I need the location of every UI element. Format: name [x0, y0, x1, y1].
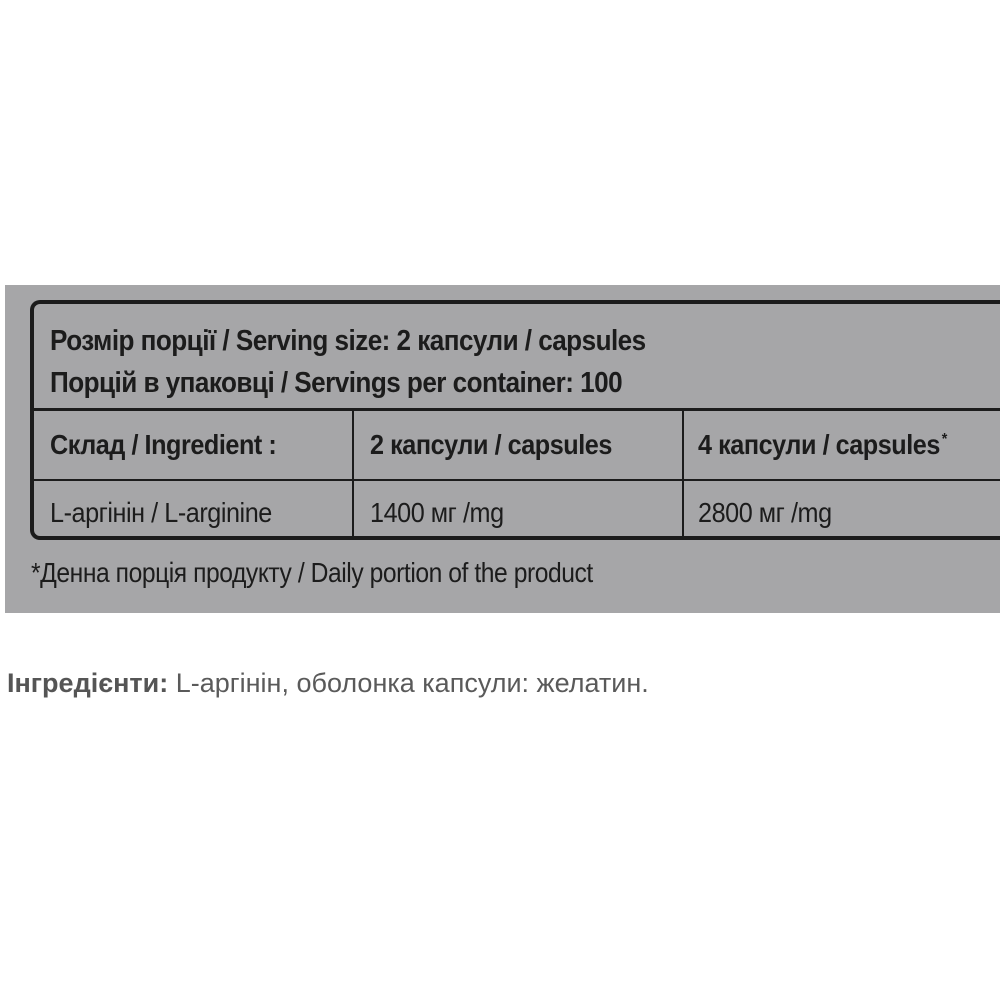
header-2-capsules: 2 капсули / capsules	[352, 411, 682, 479]
cell-4-capsules-amount: 2800 мг /mg	[682, 481, 1000, 540]
table-header-row	[34, 411, 1000, 481]
header-4-capsules-label: 4 капсули / capsules	[698, 429, 940, 460]
cell-2-capsules-amount: 1400 мг /mg	[352, 481, 682, 540]
daily-portion-footnote: *Денна порція продукту / Daily portion of the product	[31, 557, 593, 588]
ingredients-description	[7, 668, 649, 699]
header-ingredient: Склад / Ingredient :	[50, 429, 277, 460]
ingredient-table	[34, 411, 1000, 540]
nutrition-label-panel	[5, 285, 1000, 613]
cell-ingredient-name: L-аргінін / L-arginine	[50, 496, 272, 528]
header-4-capsules	[682, 411, 1000, 479]
serving-info	[34, 304, 1000, 411]
nutrition-label-frame	[30, 300, 1000, 540]
footnote-mark: *	[941, 430, 947, 448]
ingredients-label: Інгредієнти:	[7, 668, 169, 698]
ingredients-text: L-аргінін, оболонка капсули: желатин.	[168, 668, 649, 698]
table-row	[34, 481, 1000, 540]
serving-size-text: Розмір порції / Serving size: 2 капсули / capsules	[50, 325, 646, 357]
servings-per-container-text: Порцій в упаковці / Servings per container: 100	[50, 367, 623, 399]
